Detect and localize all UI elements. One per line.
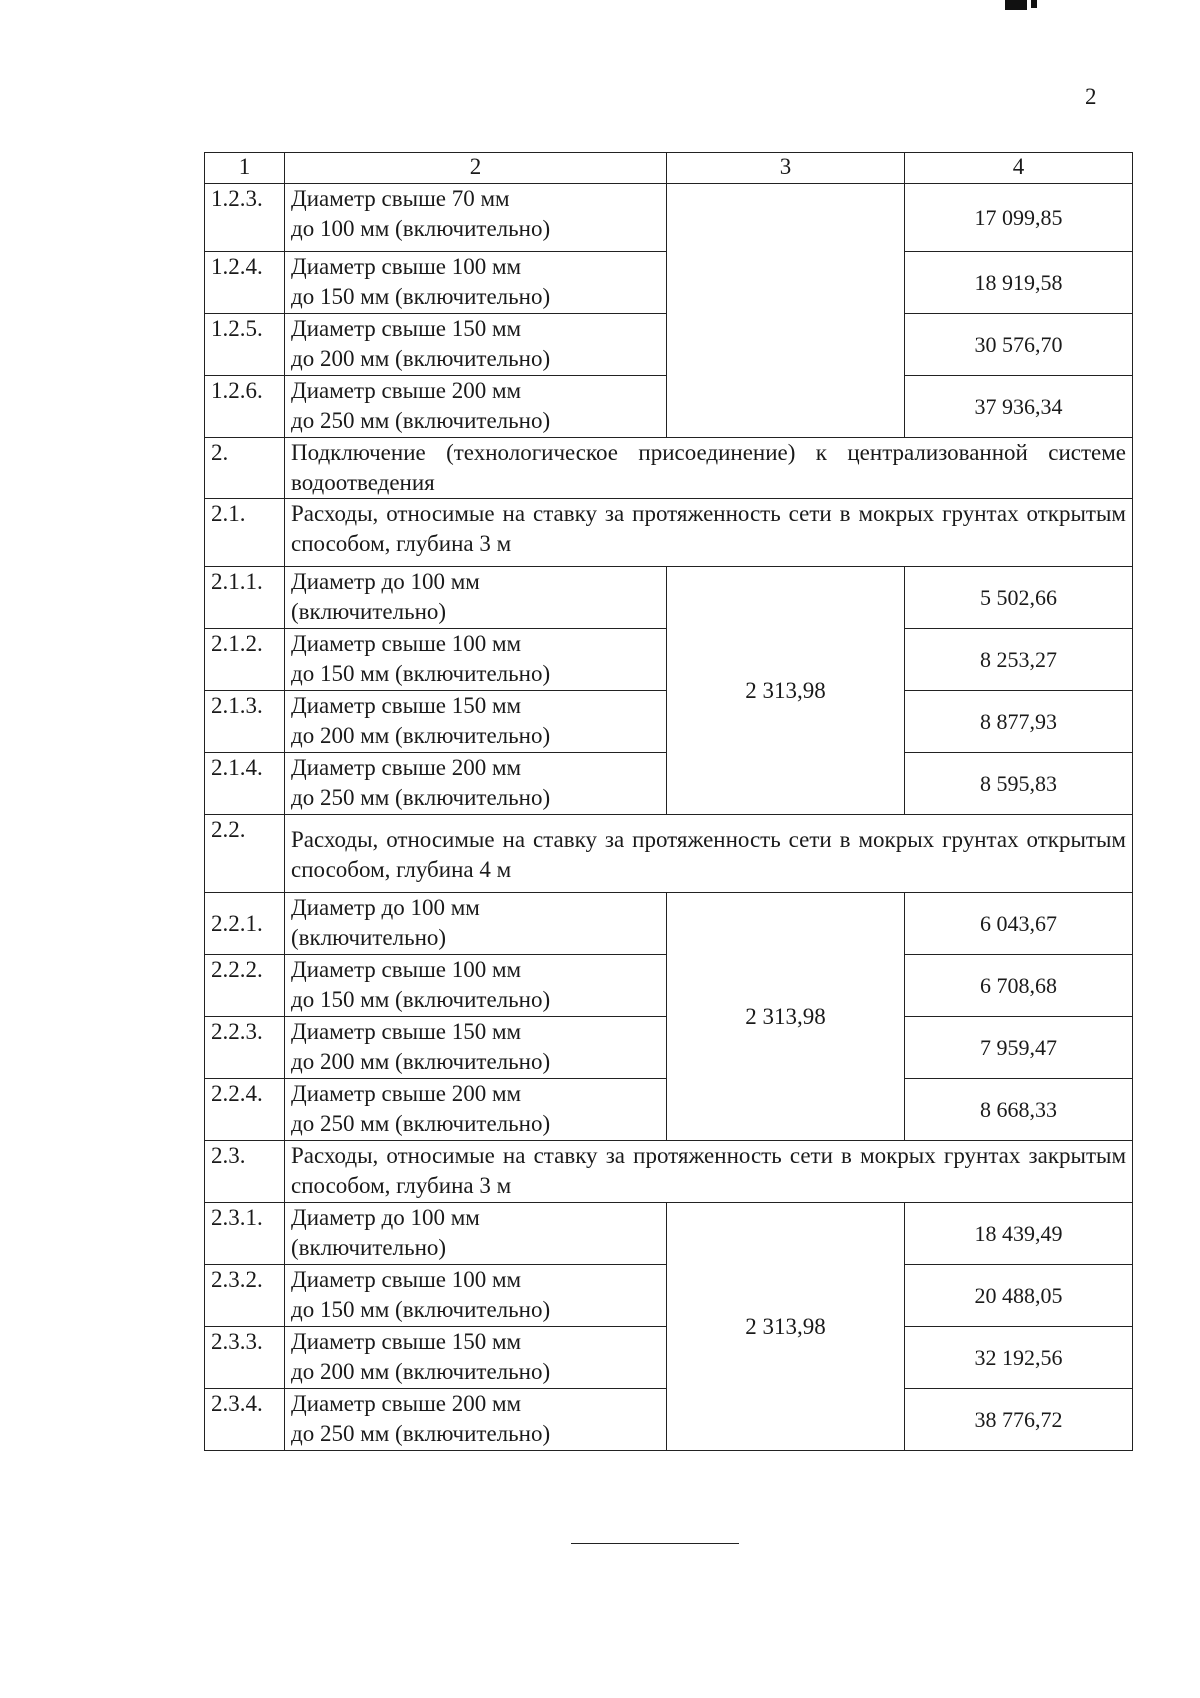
row-number: 2.1.4. xyxy=(205,753,285,815)
description-line-1: Диаметр свыше 100 мм xyxy=(291,254,522,279)
description-line-2: до 250 мм (включительно) xyxy=(291,1111,551,1136)
description-line-2: (включительно) xyxy=(291,1235,447,1260)
row-number: 2.1.2. xyxy=(205,629,285,691)
rate-cell: 2 313,98 xyxy=(667,893,905,1141)
row-number: 2.2.1. xyxy=(205,893,285,955)
row-description xyxy=(285,1265,667,1327)
description-line-1: Диаметр свыше 100 мм xyxy=(291,957,522,982)
page-number: 2 xyxy=(1085,84,1097,109)
description-line-1: Диаметр до 100 мм xyxy=(291,569,480,594)
row-value: 8 595,83 xyxy=(905,753,1133,815)
rate-cell xyxy=(667,184,905,438)
row-description xyxy=(285,629,667,691)
table-row xyxy=(205,184,1133,252)
row-description xyxy=(285,376,667,438)
section-title: Подключение (технологическое присоединение) к централизованной системе водоотведения xyxy=(285,438,1133,499)
section-row xyxy=(205,438,1133,499)
row-number: 2.3.4. xyxy=(205,1389,285,1451)
row-description xyxy=(285,567,667,629)
description-line-2: до 250 мм (включительно) xyxy=(291,785,551,810)
description-line-2: до 250 мм (включительно) xyxy=(291,408,551,433)
description-line-1: Диаметр свыше 150 мм xyxy=(291,1019,522,1044)
row-description xyxy=(285,1327,667,1389)
description-line-1: Диаметр свыше 150 мм xyxy=(291,693,522,718)
description-line-1: Диаметр свыше 150 мм xyxy=(291,1329,522,1354)
section-number: 2.2. xyxy=(205,815,285,893)
section-row xyxy=(205,1141,1133,1203)
description-line-1: Диаметр свыше 200 мм xyxy=(291,755,522,780)
row-number: 2.1.3. xyxy=(205,691,285,753)
column-header-3: 3 xyxy=(667,153,905,184)
section-row xyxy=(205,815,1133,893)
description-line-1: Диаметр до 100 мм xyxy=(291,1205,480,1230)
row-description xyxy=(285,955,667,1017)
description-line-1: Диаметр свыше 200 мм xyxy=(291,1391,522,1416)
description-line-2: до 250 мм (включительно) xyxy=(291,1421,551,1446)
row-value: 6 043,67 xyxy=(905,893,1133,955)
table-row xyxy=(205,567,1133,629)
row-value: 8 668,33 xyxy=(905,1079,1133,1141)
description-line-2: до 200 мм (включительно) xyxy=(291,1049,551,1074)
row-number: 2.3.2. xyxy=(205,1265,285,1327)
section-title: Расходы, относимые на ставку за протяженность сети в мокрых грунтах закрытым способом, глубина 3 м xyxy=(285,1141,1133,1203)
row-description xyxy=(285,184,667,252)
row-value: 8 253,27 xyxy=(905,629,1133,691)
section-title: Расходы, относимые на ставку за протяженность сети в мокрых грунтах открытым способом, глубина 3 м xyxy=(285,499,1133,567)
row-value: 38 776,72 xyxy=(905,1389,1133,1451)
row-description xyxy=(285,753,667,815)
row-number: 2.1.1. xyxy=(205,567,285,629)
description-line-2: (включительно) xyxy=(291,599,447,624)
row-value: 7 959,47 xyxy=(905,1017,1133,1079)
row-number: 2.2.2. xyxy=(205,955,285,1017)
row-value: 8 877,93 xyxy=(905,691,1133,753)
description-line-2: до 150 мм (включительно) xyxy=(291,661,551,686)
description-line-2: до 150 мм (включительно) xyxy=(291,1297,551,1322)
row-number: 2.3.3. xyxy=(205,1327,285,1389)
description-line-1: Диаметр свыше 100 мм xyxy=(291,631,522,656)
section-number: 2. xyxy=(205,438,285,499)
row-value: 32 192,56 xyxy=(905,1327,1133,1389)
row-description xyxy=(285,252,667,314)
row-description xyxy=(285,1079,667,1141)
row-number: 2.2.4. xyxy=(205,1079,285,1141)
row-value: 6 708,68 xyxy=(905,955,1133,1017)
description-line-1: Диаметр свыше 200 мм xyxy=(291,378,522,403)
row-number: 1.2.6. xyxy=(205,376,285,438)
rate-cell: 2 313,98 xyxy=(667,1203,905,1451)
column-header-2: 2 xyxy=(285,153,667,184)
description-line-1: Диаметр свыше 70 мм xyxy=(291,186,510,211)
table-row xyxy=(205,893,1133,955)
scan-corner-mark xyxy=(1005,0,1027,10)
column-header-4: 4 xyxy=(905,153,1133,184)
section-row xyxy=(205,499,1133,567)
description-line-1: Диаметр свыше 150 мм xyxy=(291,316,522,341)
row-value: 30 576,70 xyxy=(905,314,1133,376)
description-line-2: до 200 мм (включительно) xyxy=(291,346,551,371)
section-number: 2.3. xyxy=(205,1141,285,1203)
row-value: 37 936,34 xyxy=(905,376,1133,438)
row-value: 17 099,85 xyxy=(905,184,1133,252)
row-description xyxy=(285,1203,667,1265)
row-number: 2.2.3. xyxy=(205,1017,285,1079)
end-of-document-rule xyxy=(571,1543,739,1544)
section-title: Расходы, относимые на ставку за протяженность сети в мокрых грунтах открытым способом, глубина 4 м xyxy=(285,815,1133,893)
row-value: 18 439,49 xyxy=(905,1203,1133,1265)
description-line-2: (включительно) xyxy=(291,925,447,950)
description-line-1: Диаметр свыше 200 мм xyxy=(291,1081,522,1106)
description-line-2: до 150 мм (включительно) xyxy=(291,987,551,1012)
description-line-2: до 100 мм (включительно) xyxy=(291,216,551,241)
column-header-1: 1 xyxy=(205,153,285,184)
row-number: 1.2.3. xyxy=(205,184,285,252)
rate-cell: 2 313,98 xyxy=(667,567,905,815)
description-line-2: до 200 мм (включительно) xyxy=(291,723,551,748)
row-description xyxy=(285,893,667,955)
description-line-2: до 150 мм (включительно) xyxy=(291,284,551,309)
description-line-2: до 200 мм (включительно) xyxy=(291,1359,551,1384)
row-value: 18 919,58 xyxy=(905,252,1133,314)
row-number: 2.3.1. xyxy=(205,1203,285,1265)
row-value: 5 502,66 xyxy=(905,567,1133,629)
row-description xyxy=(285,314,667,376)
row-number: 1.2.4. xyxy=(205,252,285,314)
description-line-1: Диаметр до 100 мм xyxy=(291,895,480,920)
table-header-row xyxy=(205,153,1133,184)
table-row xyxy=(205,1203,1133,1265)
row-description xyxy=(285,1389,667,1451)
description-line-1: Диаметр свыше 100 мм xyxy=(291,1267,522,1292)
row-description xyxy=(285,1017,667,1079)
section-number: 2.1. xyxy=(205,499,285,567)
tariff-table xyxy=(204,152,1133,1451)
row-description xyxy=(285,691,667,753)
row-value: 20 488,05 xyxy=(905,1265,1133,1327)
row-number: 1.2.5. xyxy=(205,314,285,376)
